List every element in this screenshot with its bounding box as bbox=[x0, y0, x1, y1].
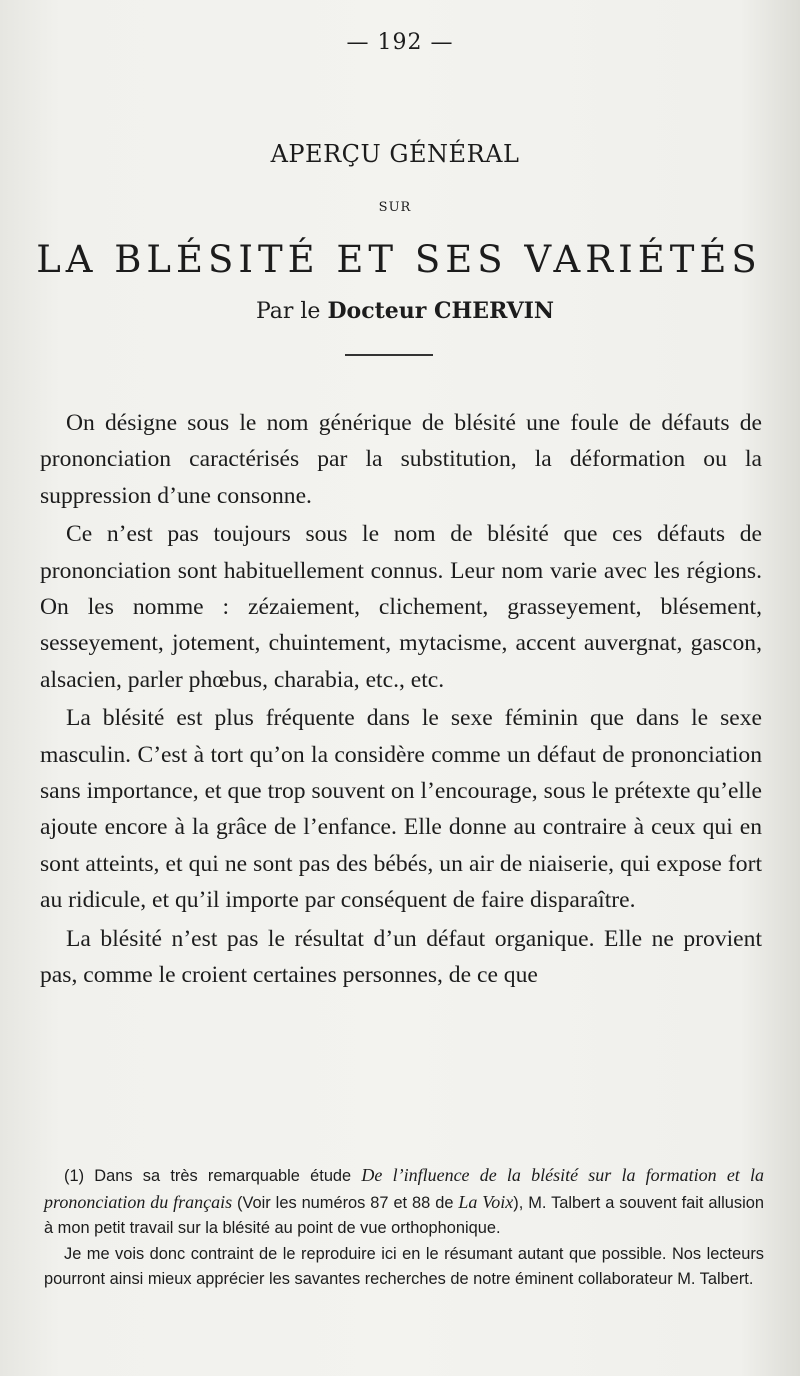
footnote-2: Je me vois donc contraint de le reproduire ici en le résumant autant que possible. Nos lecteurs pourront ainsi mieux apprécier les savantes recherches de notre éminent collaborateur M. Talbert. bbox=[44, 1244, 764, 1289]
byline-prefix: Par le bbox=[255, 299, 328, 324]
footnote-text-3: ), M. Talbert a souvent fait allusion à mon petit travail sur la blésité au point de vue orthophonique. bbox=[44, 1193, 764, 1238]
author-name: Docteur CHERVIN bbox=[327, 298, 555, 324]
footnote-text-1: Dans sa très remarquable étude bbox=[84, 1167, 362, 1185]
article-title: LA BLÉSITÉ ET SES VARIÉTÉS bbox=[36, 238, 762, 281]
paragraph: On désigne sous le nom générique de blésité une foule de défauts de prononciation caractérisés par la substitution, la déformation ou la suppression d’une consonne. bbox=[40, 410, 762, 509]
footnote-marker: (1) bbox=[64, 1167, 85, 1185]
paragraph: La blésité n’est pas le résultat d’un défaut organique. Elle ne provient pas, comme le croient certaines personnes, de ce que bbox=[40, 925, 762, 989]
paragraph: Ce n’est pas toujours sous le nom de blésité que ces défauts de prononciation sont habituellement connus. Leur nom varie avec les régions. On les nomme : zézaiement, clichement, grasseyement, blésement, sesseyement, jotement, chuintement, mytacisme, accent auvergnat, gascon, alsacien, parler phœbus, charabia, etc., etc. bbox=[40, 521, 762, 693]
footnote-journal: La Voix bbox=[458, 1191, 514, 1212]
title-rule bbox=[345, 354, 433, 356]
page-number: — 192 — bbox=[346, 30, 454, 55]
footnote-work-title: De l’influence de la blésité sur la formation et la prononciation du français bbox=[44, 1165, 764, 1212]
footnote-text-2: (Voir les numéros 87 et 88 de bbox=[232, 1193, 459, 1212]
footnotes bbox=[44, 1163, 764, 1293]
footnote-1 bbox=[44, 1163, 764, 1242]
heading-line2: SUR bbox=[378, 200, 412, 215]
byline bbox=[0, 298, 800, 324]
article-body bbox=[40, 405, 762, 996]
heading-line1: APERÇU GÉNÉRAL bbox=[270, 140, 520, 168]
paragraph: La blésité est plus fréquente dans le sexe féminin que dans le sexe masculin. C’est à tort qu’on la considère comme un défaut de prononciation sans importance, et que trop souvent on l’encourage, sous le prétexte qu’elle ajoute encore à la grâce de l’enfance. Elle donne au contraire à ceux qui en sont atteints, et qui ne sont pas des bébés, un air de niaiserie, qui expose fort au ridicule, et qu’il importe par conséquent de faire disparaître. bbox=[40, 705, 762, 914]
